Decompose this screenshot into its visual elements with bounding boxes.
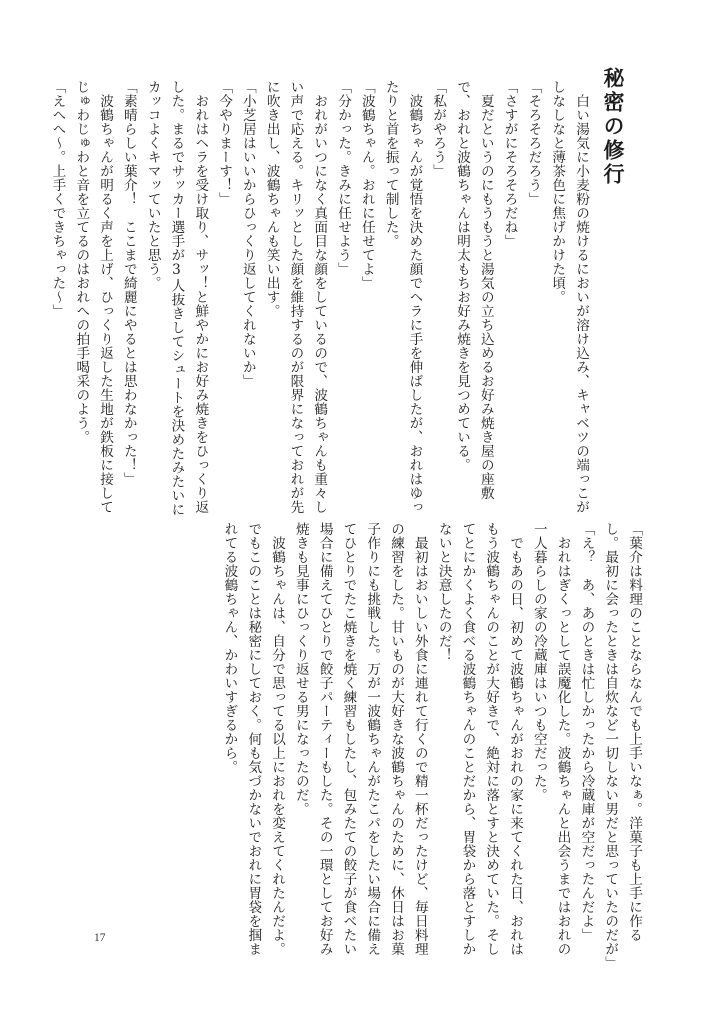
text-line: 「私がやろう」 [430, 80, 447, 178]
text-line: てひとりでたこ焼きを焼く練習もしたし、包みたての餃子が食べたい [340, 522, 357, 956]
text-line: 焼きも見事にひっくり返せる男になったのだ。 [292, 522, 309, 816]
page-number: 17 [94, 932, 106, 944]
chapter-title: 秘密の修行 [601, 67, 626, 187]
text-line: 「今やりまーす！」 [216, 80, 233, 206]
text-line: 波鶴ちゃんが覚悟を決めた顔でヘラに手を伸ばしたが、おれはゆっ [406, 80, 423, 514]
text-line: 「え？ あ、あのときは忙しかったから冷蔵庫が空だったんだよ」 [578, 522, 595, 942]
text-line: おれはぎくっとして誤魔化した。波鶴ちゃんと出会うまではおれの [554, 522, 571, 956]
text-line: おれはヘラを受け取り、サッ！と鮮やかにお好み焼きをひっくり返 [192, 80, 209, 514]
text-line: たりと首を振って制した。 [382, 80, 399, 248]
text-line: 一人暮らしの家の冷蔵庫はいつも空だった。 [530, 522, 547, 802]
text-line: おれがいつになく真面目な顔をしているので、波鶴ちゃんも重々し [311, 80, 328, 514]
text-line: 子作りにも挑戦した。万が一波鶴ちゃんがたこパをしたい場合に備え [364, 522, 381, 956]
text-line: 最初はおいしい外食に連れて行くので精一杯だったけど、毎日料理 [411, 522, 428, 956]
text-line: でもこのことは秘密にしておく。何も気づかないでおれに胃袋を掴ま [245, 522, 262, 956]
text-line: に吹き出し、波鶴ちゃんも笑い出す。 [263, 80, 280, 318]
text-line: 「さすがにそろそろだね」 [501, 80, 518, 248]
text-line: 「葉介は料理のことならなんでも上手いなぁ。洋菓子も上手に作る [626, 522, 642, 942]
text-line: カッコよくキマッていたと思う。 [144, 80, 161, 290]
text-line: 白い湯気に小麦粉の焼けるにおいが溶け込み、キャベツの端っこが [573, 80, 589, 514]
text-line: しなしなと薄茶色に焦げかけた頃。 [549, 80, 566, 304]
text-line: 「素晴らしい葉介！ ここまで綺麗にやるとは思わなかった！」 [120, 80, 137, 486]
text-line: 場合に備えてひとりで餃子パーティーもした。その一環としてお好み [316, 522, 333, 956]
text-line: 「波鶴ちゃん。おれに任せてよ」 [358, 80, 375, 290]
text-line: で、おれと波鶴ちゃんは明太もちお好み焼きを見つめている。 [454, 80, 471, 472]
text-line: でもあの日、初めて波鶴ちゃんがおれの家に来てくれた日、おれは [507, 522, 524, 956]
text-line: じゅわじゅわと音を立てるのはおれへの拍手喝采のよう。 [73, 80, 90, 444]
lower-text-column [217, 522, 645, 970]
text-line: もう波鶴ちゃんのことが大好きで、絶対に落とすと決めていた。そし [483, 522, 500, 956]
text-line: てとにかくよく食べる波鶴ちゃんのことだから、胃袋から落とすしか [459, 522, 476, 956]
text-line: 「分かった。きみに任せよう」 [335, 80, 352, 276]
text-line: 波鶴ちゃんは、自分で思ってる以上におれを変えてくれたんだよ。 [269, 522, 286, 956]
text-line: し。最初に会ったときは自炊など一切しない男だと思っていたのだが」 [602, 522, 619, 970]
upper-text-column [45, 80, 592, 517]
text-line: れてる波鶴ちゃん、かわいすぎるから。 [221, 522, 238, 774]
text-line: 波鶴ちゃんが明るく声を上げ、ひっくり返した生地が鉄板に接して [97, 80, 114, 514]
text-line: 「小芝居はいいからひっくり返してくれないか」 [239, 80, 256, 388]
text-line: の練習をした。甘いものが大好きな波鶴ちゃんのために、休日はお菓 [388, 522, 405, 956]
text-line: い声で応える。キリッとした顔を維持するのが限界になっておれが先 [287, 80, 304, 514]
text-line: ないと決意したのだ！ [435, 522, 452, 662]
text-line: 夏だというのにもうもうと湯気の立ち込めるお好み焼き屋の座敷 [477, 80, 494, 500]
text-line: 「そろそろだろう」 [525, 80, 542, 206]
text-line: 「えへへ〜。上手くできちゃった〜」 [49, 80, 66, 318]
text-line: した。まるでサッカー選手が3人抜きしてシュートを決めたみたいに [168, 80, 185, 517]
